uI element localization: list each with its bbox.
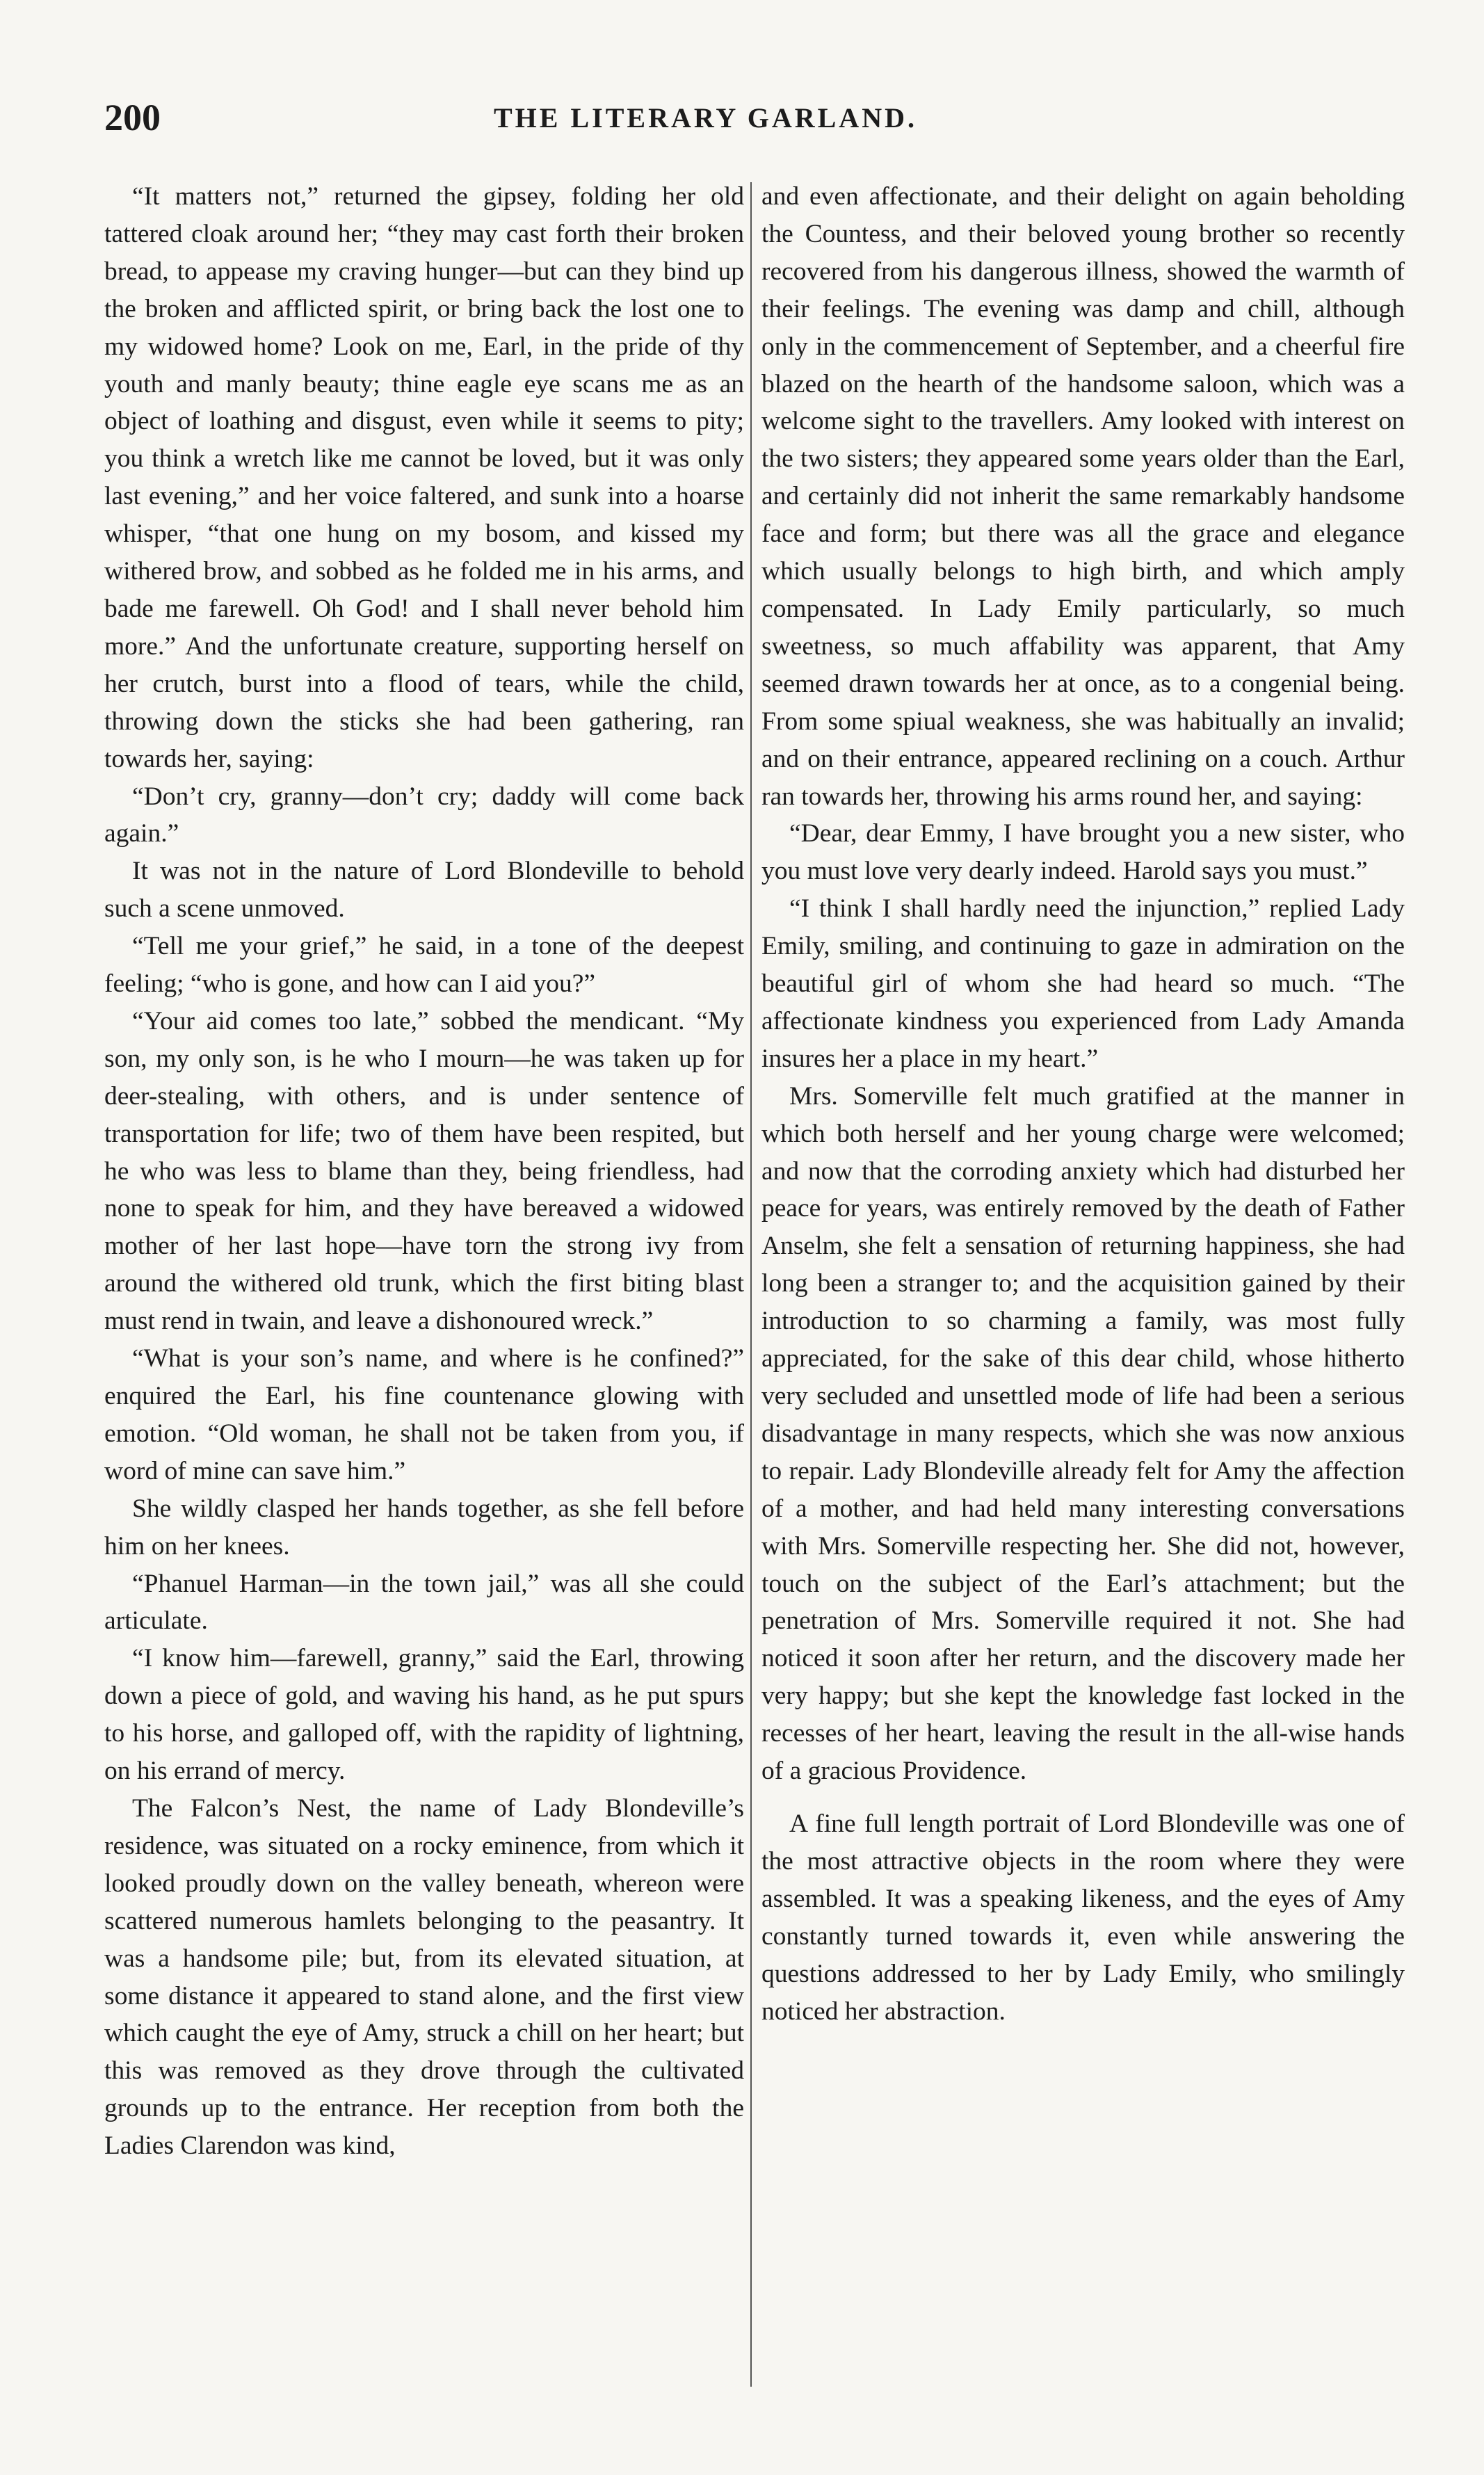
paragraph: and even affectionate, and their delight on again beholding the Countess, and their beloved young brother so recently recovered from his dangerous illness, showed the warmth of their feelings. The evening was damp and chill, although only in the commencement of September, and a cheerful fire blazed on the hearth of the handsome saloon, which was a welcome sight to the travellers. Amy looked with interest on the two sisters; they appeared some years older than the Earl, and certainly did not inherit the same remarkably handsome face and form; but there was all the grace and elegance which usually belongs to high birth, and which amply compensated. In Lady Emily particularly, so much sweetness, so much affability was apparent, that Amy seemed drawn towards her at once, as to a congenial being. From some spiual weakness, she was habitually an invalid; and on their entrance, appeared reclining on a couch. Arthur ran towards her, throwing his arms round her, and saying: xyxy=(761,182,1405,811)
paragraph: She wildly clasped her hands together, as she fell before him on her knees. xyxy=(104,1494,744,1561)
paragraph: It was not in the nature of Lord Blondeville to behold such a scene unmoved. xyxy=(104,857,744,924)
page-header xyxy=(104,96,1391,145)
paragraph: The Falcon’s Nest, the name of Lady Blondeville’s residence, was situated on a rocky eminence, from which it looked proudly down on the valley beneath, whereon were scattered numerous hamlets belonging to the peasantry. It was a handsome pile; but, from its elevated situation, at some distance it appeared to stand alone, and the first view which caught the eye of Amy, struck a chill on her heart; but this was removed as they drove through the cultivated grounds up to the entrance. Her reception from both the Ladies Clarendon was kind, xyxy=(104,1793,744,2161)
page-number: 200 xyxy=(104,97,161,138)
paragraph: “I think I shall hardly need the injunction,” replied Lady Emily, smiling, and continuing to gaze in admiration on the beautiful girl of whom she had heard so much. “The affectionate kindness you experienced from Lady Amanda insures her a place in my heart.” xyxy=(761,894,1405,1073)
paragraph: “What is your son’s name, and where is he confined?” enquired the Earl, his fine countenance glowing with emotion. “Old woman, he shall not be taken from you, if word of mine can save him.” xyxy=(104,1344,744,1485)
paragraph: “Don’t cry, granny—don’t cry; daddy will come back again.” xyxy=(104,782,744,848)
column-divider xyxy=(750,182,752,2387)
running-title: THE LITERARY GARLAND. xyxy=(494,102,917,134)
paragraph: A fine full length portrait of Lord Blondeville was one of the most attractive objects in the room where they were assembled. It was a speaking likeness, and the eyes of Amy constantly turned towards it, even while answering the questions addressed to her by Lady Emily, who smilingly noticed her abstraction. xyxy=(761,1809,1405,2026)
paragraph: “Phanuel Harman—in the town jail,” was all she could articulate. xyxy=(104,1569,744,1636)
paragraph: “I know him—farewell, granny,” said the Earl, throwing down a piece of gold, and waving his hand, as he put spurs to his horse, and galloped off, with the rapidity of lightning, on his errand of mercy. xyxy=(104,1644,744,1786)
left-column xyxy=(104,178,744,2403)
paragraph: Mrs. Somerville felt much gratified at the manner in which both herself and her young charge were welcomed; and now that the corroding anxiety which had disturbed her peace for years, was entirely removed by the death of Father Anselm, she felt a sensation of returning happiness, she had long been a stranger to; and the acquisition gained by their introduction to so charming a family, was most fully appreciated, for the sake of this dear child, whose hitherto very secluded and unsettled mode of life had been a serious disadvantage in many respects, which she was now anxious to repair. Lady Blondeville already felt for Amy the affection of a mother, and had held many interesting conversations with Mrs. Somerville respecting her. She did not, however, touch on the subject of the Earl’s attachment; but the penetration of Mrs. Somerville required it not. She had noticed it soon after her return, and the discovery made her very happy; but she kept the knowledge fast locked in the recesses of her heart, leaving the result in the all-wise hands of a gracious Providence. xyxy=(761,1081,1405,1786)
paragraph: “Dear, dear Emmy, I have brought you a new sister, who you must love very dearly indeed. Harold says you must.” xyxy=(761,819,1405,886)
right-column xyxy=(761,178,1405,2403)
paragraph: “Your aid comes too late,” sobbed the mendicant. “My son, my only son, is he who I mourn—he was taken up for deer-stealing, with others, and is under sentence of transportation for life; two of them have been respited, but he who was less to blame than they, being friendless, had none to speak for him, and they have bereaved a widowed mother of her last hope—have torn the strong ivy from around the withered old trunk, which the first biting blast must rend in twain, and leave a dishonoured wreck.” xyxy=(104,1006,744,1336)
paragraph: “Tell me your grief,” he said, in a tone of the deepest feeling; “who is gone, and how can I aid you?” xyxy=(104,932,744,999)
paragraph: “It matters not,” returned the gipsey, folding her old tattered cloak around her; “they may cast forth their broken bread, to appease my craving hunger—but can they bind up the broken and afflicted spirit, or bring back the lost one to my widowed home? Look on me, Earl, in the pride of thy youth and manly beauty; thine eagle eye scans me as an object of loathing and disgust, even while it seems to pity; you think a wretch like me cannot be loved, but it was only last evening,” and her voice faltered, and sunk into a hoarse whisper, “that one hung on my bosom, and kissed my withered brow, and sobbed as he folded me in his arms, and bade me farewell. Oh God! and I shall never behold him more.” And the unfortunate creature, supporting herself on her crutch, burst into a flood of tears, while the child, throwing down the sticks she had been gathering, ran towards her, saying: xyxy=(104,182,744,773)
